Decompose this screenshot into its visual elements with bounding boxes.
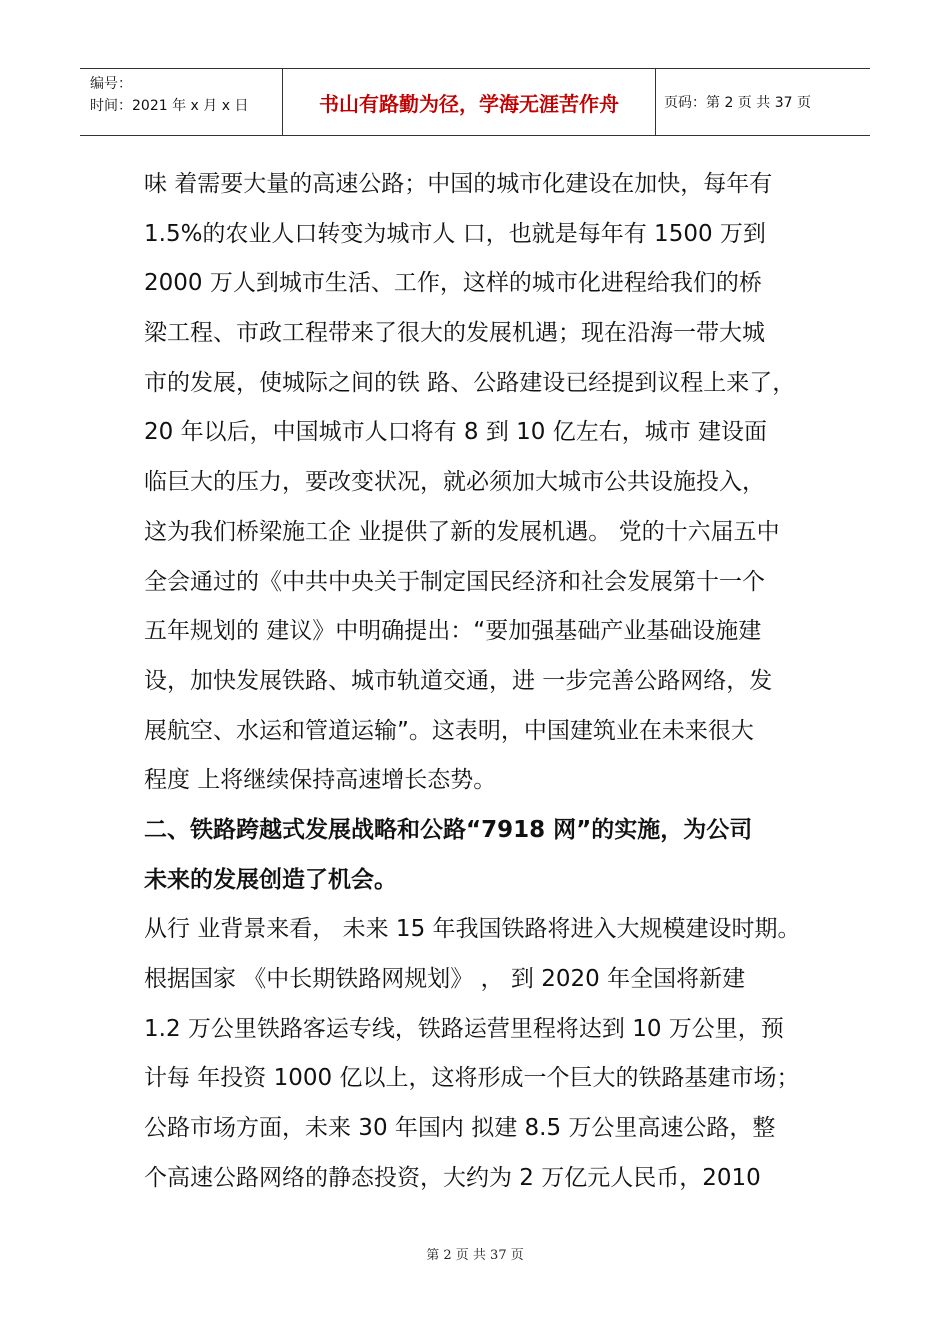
body-text-line: 梁工程、市政工程带来了很大的发展机遇；现在沿海一带大城 (144, 320, 765, 347)
body-text-line: 从行 业背景来看， 未来 15 年我国铁路将进入大规模建设时期。 (144, 916, 801, 943)
body-text-line: 这为我们桥梁施工企 业提供了新的发展机遇。 党的十六届五中 (144, 518, 780, 545)
body-text-line: 味 着需要大量的高速公路；中国的城市化建设在加快，每年有 (144, 171, 773, 197)
body-text-line: 2000 万人到城市生活、工作，这样的城市化进程给我们的桥 (144, 270, 762, 297)
body-text-line: 市的发展，使城际之间的铁 路、公路建设已经提到议程上来了， (144, 369, 796, 396)
page-footer: 第 2 页 共 37 页 (426, 1248, 524, 1263)
body-text-line: 程度 上将继续保持高速增长态势。 (144, 767, 497, 794)
body-text-line: 展航空、水运和管道运输”。这表明，中国建筑业在未来很大 (144, 717, 754, 744)
body-text-line: 公路市场方面，未来 30 年国内 拟建 8.5 万公里高速公路，整 (144, 1115, 776, 1142)
page-header (80, 68, 870, 136)
document-body (144, 160, 824, 1203)
body-text-line: 临巨大的压力，要改变状况，就必须加大城市公共设施投入， (144, 469, 765, 496)
body-text-line: 1.2 万公里铁路客运专线，铁路运营里程将达到 10 万公里，预 (144, 1015, 784, 1042)
section-heading-line: 二、铁路跨越式发展战略和公路“7918 网”的实施，为公司 (144, 816, 753, 843)
header-page-number: 页码：第 2 页 共 37 页 (664, 95, 811, 111)
header-motto: 书山有路勤为径，学海无涯苦作舟 (283, 69, 656, 135)
header-meta (80, 69, 283, 135)
body-text-line: 五年规划的 建议》中明确提出：“要加强基础产业基础设施建 (144, 618, 762, 645)
body-text-line: 计每 年投资 1000 亿以上，这将形成一个巨大的铁路基建市场； (144, 1065, 800, 1092)
section-heading-line: 未来的发展创造了机会。 (144, 866, 397, 893)
body-text-line: 根据国家 《中长期铁路网规划》 ， 到 2020 年全国将新建 (144, 966, 746, 992)
body-text-line: 个高速公路网络的静态投资，大约为 2 万亿元人民币，2010 (144, 1164, 761, 1191)
document-date-label: 时间：2021 年 x 月 x 日 (90, 98, 249, 114)
body-text-line: 全会通过的《中共中央关于制定国民经济和社会发展第十一个 (144, 568, 765, 595)
document-number-label: 编号： (90, 76, 132, 92)
body-text-line: 1.5%的农业人口转变为城市人 口，也就是每年有 1500 万到 (144, 220, 766, 247)
body-text-line: 20 年以后，中国城市人口将有 8 到 10 亿左右，城市 建设面 (144, 419, 768, 446)
body-text-line: 设，加快发展铁路、城市轨道交通，进 一步完善公路网络，发 (144, 667, 773, 694)
